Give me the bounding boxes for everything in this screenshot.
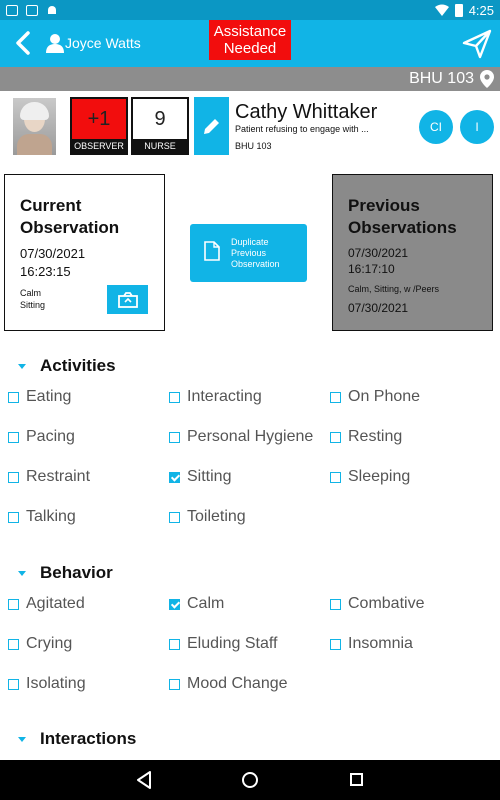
checkbox-icon[interactable] [8,639,19,650]
checkbox-icon[interactable] [169,512,180,523]
option-label: Toileting [187,508,246,525]
checkbox-option-sleeping[interactable] [330,468,410,486]
nav-back-icon[interactable] [136,771,152,789]
copy-document-icon [204,241,220,261]
status-bar [0,0,500,20]
current-observation-datetime: 07/30/2021 16:23:15 [20,246,86,279]
checkbox-option-restraint[interactable] [8,468,90,486]
checkbox-icon[interactable] [8,432,19,443]
current-observation-tags: Calm Sitting [20,288,46,310]
previous-observations-card[interactable] [332,174,493,331]
observer-score-box[interactable] [70,97,128,155]
observer-score: +1 [72,99,126,139]
current-observation-card[interactable] [4,174,165,331]
chevron-left-icon [15,31,31,55]
option-label: Personal Hygiene [187,428,314,445]
option-label: Resting [348,428,403,445]
checkbox-icon[interactable] [8,472,19,483]
checkbox-icon[interactable] [8,599,19,610]
checkbox-option-combative[interactable] [330,595,424,613]
camera-icon [118,292,138,308]
checkbox-icon[interactable] [8,679,19,690]
interactions-section-header[interactable] [18,729,136,749]
patient-photo [13,98,56,155]
behavior-section-header[interactable] [18,563,113,583]
option-label: Calm [187,595,225,612]
checkbox-option-talking[interactable] [8,508,76,526]
location-bar [0,67,500,91]
previous-observation-tags: Calm, Sitting, w /Peers [348,284,440,294]
user-icon [46,33,64,53]
option-label: Eluding Staff [187,635,278,652]
image-notification-icon [6,5,18,16]
option-label: Talking [26,508,76,525]
checkbox-option-eating[interactable] [8,388,71,406]
checkbox-icon[interactable] [169,392,180,403]
app-bar [0,20,500,67]
option-label: Isolating [26,675,86,692]
assistance-needed-button[interactable]: Assistance Needed [209,20,291,60]
checkbox-icon[interactable] [330,472,341,483]
android-icon [46,4,58,16]
option-label: Pacing [26,428,75,445]
observer-label: OBSERVER [72,139,126,153]
activities-section-header[interactable] [18,356,116,376]
checkbox-icon[interactable] [169,679,180,690]
wifi-icon [435,4,449,16]
checkbox-option-isolating[interactable] [8,675,86,693]
checkbox-option-interacting[interactable] [169,388,262,406]
back-button[interactable] [8,28,38,58]
nurse-score-box[interactable] [131,97,189,155]
checkbox-checked-icon[interactable] [169,472,180,483]
option-label: Interacting [187,388,262,405]
option-label: Sitting [187,468,232,485]
checkbox-option-toileting[interactable] [169,508,246,526]
checkbox-icon[interactable] [8,512,19,523]
collapse-triangle-icon [18,364,26,369]
nav-recents-icon[interactable] [350,773,363,786]
pencil-icon [203,117,221,135]
previous-observations-title: Previous Observations [348,196,457,237]
duplicate-button-label: Duplicate Previous Observation [231,237,280,269]
gallery-notification-icon [26,5,38,16]
collapse-triangle-icon [18,571,26,576]
checkbox-icon[interactable] [330,432,341,443]
checkbox-option-insomnia[interactable] [330,635,413,653]
option-label: Eating [26,388,72,405]
user-name[interactable]: Joyce Watts [65,35,141,51]
option-label: Mood Change [187,675,288,692]
checkbox-icon[interactable] [330,639,341,650]
activities-title: Activities [40,356,116,375]
checkbox-option-on-phone[interactable] [330,388,420,406]
battery-icon [455,4,463,17]
patient-note: Patient refusing to engage with ... [235,124,369,134]
checkbox-option-mood-change[interactable] [169,675,288,693]
behavior-title: Behavior [40,563,113,582]
checkbox-icon[interactable] [8,392,19,403]
option-label: Sleeping [348,468,411,485]
option-label: On Phone [348,388,421,405]
nav-home-icon[interactable] [242,772,258,788]
patient-name: Cathy Whittaker [235,101,378,123]
checkbox-icon[interactable] [330,392,341,403]
checkbox-option-calm[interactable] [169,595,224,613]
checkbox-checked-icon[interactable] [169,599,180,610]
interactions-title: Interactions [40,729,137,748]
checkbox-option-crying[interactable] [8,635,72,653]
option-label: Crying [26,635,73,652]
checkbox-option-sitting[interactable] [169,468,231,486]
checkbox-option-pacing[interactable] [8,428,75,446]
previous-observation-datetime: 07/30/2021 16:17:10 [348,246,409,276]
option-label: Agitated [26,595,85,612]
checkbox-icon[interactable] [169,432,180,443]
camera-button[interactable] [107,285,148,314]
checkbox-icon[interactable] [330,599,341,610]
duplicate-previous-observation-button[interactable] [190,224,307,282]
option-label: Insomnia [348,635,413,652]
checkbox-option-resting[interactable] [330,428,402,446]
checkbox-option-eluding-staff[interactable] [169,635,277,653]
ci-button[interactable]: CI [419,110,453,144]
collapse-triangle-icon [18,737,26,742]
nurse-label: NURSE [133,139,187,153]
option-label: Restraint [26,468,91,485]
checkbox-icon[interactable] [169,639,180,650]
option-label: Combative [348,595,425,612]
checkbox-option-personal-hygiene[interactable] [169,428,313,446]
previous-observation-date-2: 07/30/2021 [348,301,409,315]
location-pin-icon [480,70,494,88]
system-nav-bar [0,760,500,800]
status-time: 4:25 [468,2,494,18]
edit-patient-button[interactable] [194,97,229,155]
current-observation-title: Current Observation [20,196,120,237]
patient-room: BHU 103 [235,141,272,151]
send-icon[interactable] [462,29,492,59]
nurse-score: 9 [154,108,166,130]
location-room: BHU 103 [409,70,474,87]
checkbox-option-agitated[interactable] [8,595,85,613]
i-button[interactable]: I [460,110,494,144]
